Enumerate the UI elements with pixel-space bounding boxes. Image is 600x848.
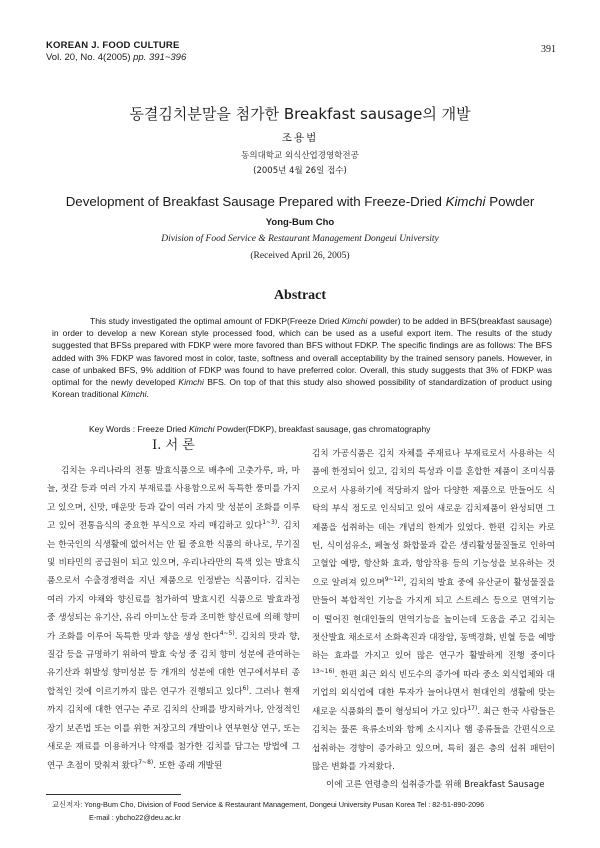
journal-volume xyxy=(46,52,186,64)
english-title-part: Powder xyxy=(485,194,535,209)
citation: 9~12) xyxy=(384,575,404,583)
korean-title: 동결김치분말을 첨가한 Breakfast sausage의 개발 xyxy=(129,105,471,123)
journal-name: KOREAN J. FOOD CULTURE xyxy=(46,40,180,51)
keywords-italic: Kimchi xyxy=(189,424,215,434)
abstract-text: BFS. On top of that this study also showed possibility of standardization of product using Korean traditional xyxy=(52,377,552,400)
paragraph: 이에 고른 연령층의 섭취증가를 위해 Breakfast Sausage xyxy=(326,780,545,791)
journal-header xyxy=(46,40,186,64)
english-received-date: (Received April 26, 2005) xyxy=(250,251,350,261)
citation: 7~8) xyxy=(138,758,154,766)
korean-affiliation: 동의대학교 외식산업경영학전공 xyxy=(241,151,359,161)
abstract-text: powder) to be added in BFS(breakfast sausage) in order to develop a new Korean style processed food, which can be used as a useful export item. The results of the study suggested that BFSs prepared with FDKP were more favored than BFS without FDKP. The specific findings are as follows: The BFS added with 3% FDKP was favored most in color, taste, softness and overall acceptability by the trained sensory panels. However, in case of unbaked BFS, 9% addition of FDKP was found to have preferred color. Overall, this study suggests that 3% of FDKP was optimal for the newly developed xyxy=(52,316,553,388)
citation: 13~16) xyxy=(312,668,335,676)
abstract-body xyxy=(52,315,552,400)
keywords-text: Freeze Dried xyxy=(137,424,189,434)
citation: 4~5) xyxy=(219,629,235,637)
body-text: 김치 가공식품은 김치 자체를 주재료나 부재료로서 사용하는 식품에 한정되어 있고, 김치의 특성과 이를 혼합한 제품이 조미식품으로서 사용하기에 적당하지 않아 다양한 제품으로 만들어도 식탁의 부식 정도로 인식되고 있어 새로운 김치제품이 완성되면 그 제품을 섭취하는 데는 개념의 한계가 있었다. 한편 김치는 카로틴, 식이섬유소, 페놀성 화합물과 같은 생리활성물질들로 인하여 고혈압 예방, 항산화 효과, 항암작용 등의 기능성을 보유하는 것으로 알려져 있으며 xyxy=(312,449,555,588)
english-affiliation: Division of Food Service & Restaurant Management Dongeui University xyxy=(161,234,439,244)
english-title-italic: Kimchi xyxy=(445,194,486,209)
body-text: . 김치의 맛과 향, 질감 등을 규명하기 위하여 발효 숙성 중 김치 향미 성분에 관여하는 유기산과 휘발성 향미성분 등 개개의 성분에 대한 연구에서부터 종합적인 것에 이르기까지 많은 연구가 진행되고 있다 xyxy=(47,631,300,697)
intro-right-column xyxy=(312,445,555,795)
abstract-text: This study investigated the optimal amount of FDKP(Freeze Dried xyxy=(90,316,342,326)
paragraph xyxy=(312,445,555,776)
korean-author: 조용범 xyxy=(281,132,319,144)
intro-left-column xyxy=(47,462,300,775)
abstract-heading: Abstract xyxy=(273,288,327,303)
citation: 17) xyxy=(467,704,478,712)
abstract-text: . xyxy=(146,389,149,400)
abstract-italic: Kimchi xyxy=(121,389,147,400)
citation: 6) xyxy=(242,685,249,693)
body-text: . 또한 종래 개발된 xyxy=(153,760,223,771)
volume-line: Vol. 20, No. 4(2005) xyxy=(46,52,131,63)
body-text: . 최근 한국 사람들은 김치는 물론 육류소비와 함께 소시지나 햄 종류들을 간편식으로 섭취하는 경향이 증가하고 있으며, 특히 젊은 층의 섭취 패턴이 많은 변화를 가져왔다. xyxy=(312,706,555,772)
keywords-label: Key Words : xyxy=(89,424,138,434)
footnote-corresponding-author: 교신저자: Yong-Bum Cho, Division of Food Service & Restaurant Management, Dongeui University Pusan Korea Tel : 82-51-890-2096 xyxy=(52,800,485,809)
page-range: pp. 391~396 xyxy=(133,52,187,63)
body-text: 김치는 우리나라의 전통 발효식품으로 배추에 고춧가루, 파, 마늘, 젓갈 등과 여러 가지 부재료를 사용함으로써 독특한 풍미를 가지고 있으며, 신맛, 매운맛 등과 같이 여러 가지 맛 성분이 조화를 이루고 있어 전통음식의 중요한 부식으로 자리 매김하고 있다 xyxy=(47,466,300,532)
footnote xyxy=(52,798,484,824)
page-number: 391 xyxy=(541,44,556,55)
korean-received-date: (2005년 4월 26일 접수) xyxy=(253,166,347,176)
footnote-email: E-mail : ybcho22@deu.ac.kr xyxy=(89,813,181,822)
english-title xyxy=(0,194,600,209)
body-text: , 김치의 발효 중에 유산균이 활성물질을 만들어 복합적인 기능을 가지게 되고 스트레스 등으로 면역기능이 떨어진 현대인들의 면역기능을 높이는데 도움을 주고 김치는 젓산발효 채소로서 소화촉진과 대장암, 동맥경화, 빈혈 등을 예방하는 효과를 가지고 있어 많은 연구가 활발하게 진행 중이다 xyxy=(312,577,555,662)
keywords xyxy=(89,424,549,434)
section-heading-introduction: I. 서 론 xyxy=(152,438,195,453)
body-text: . 김치는 한국인의 식생활에 없어서는 안 될 중요한 식품의 하나로, 무기질 및 비타민의 공급원이 되고 있으며, 우리나라만의 특색 있는 발효식품으로서 수출경쟁력을 지닌 제품으로 인정받는 식품이다. 김치는 여러 가지 야채와 향신료를 첨가하여 발효시킨 식품으로 발효과정 중 생성되는 유기산, 유리 아미노산 등과 조미한 향신료에 의해 향미가 조화를 이루어 독특한 맛과 향을 생성 한다 xyxy=(47,521,301,642)
body-text: . 그러나 현재까지 김치에 대한 연구는 주로 김치의 산패를 방지하거나, 안정적인 장기 보존법 또는 이를 위한 저장고의 개발이나 연부현상 연구, 또는 새로운 재료를 이용하거나 약재를 첨가한 김치를 담그는 방법에 그 연구 초점이 맞춰져 왔다 xyxy=(47,686,300,771)
citation: 1~3) xyxy=(262,519,278,527)
abstract-italic: Kimchi xyxy=(178,377,204,388)
footnote-rule xyxy=(46,794,181,795)
english-title-part: Development of Breakfast Sausage Prepared with Freeze-Dried xyxy=(65,194,446,209)
english-author: Yong-Bum Cho xyxy=(265,217,335,228)
keywords-text: Powder(FDKP), breakfast sausage, gas chromatography xyxy=(214,424,431,434)
body-text: . 한편 최근 외식 빈도수의 증가에 따라 중소 외식업체와 대기업의 외식업에 대한 투자가 늘어나면서 현대인의 생활에 맞는 새로운 식품화의 틀이 형성되어 가고 있다 xyxy=(312,669,555,717)
abstract-italic: Kimchi xyxy=(341,316,368,326)
